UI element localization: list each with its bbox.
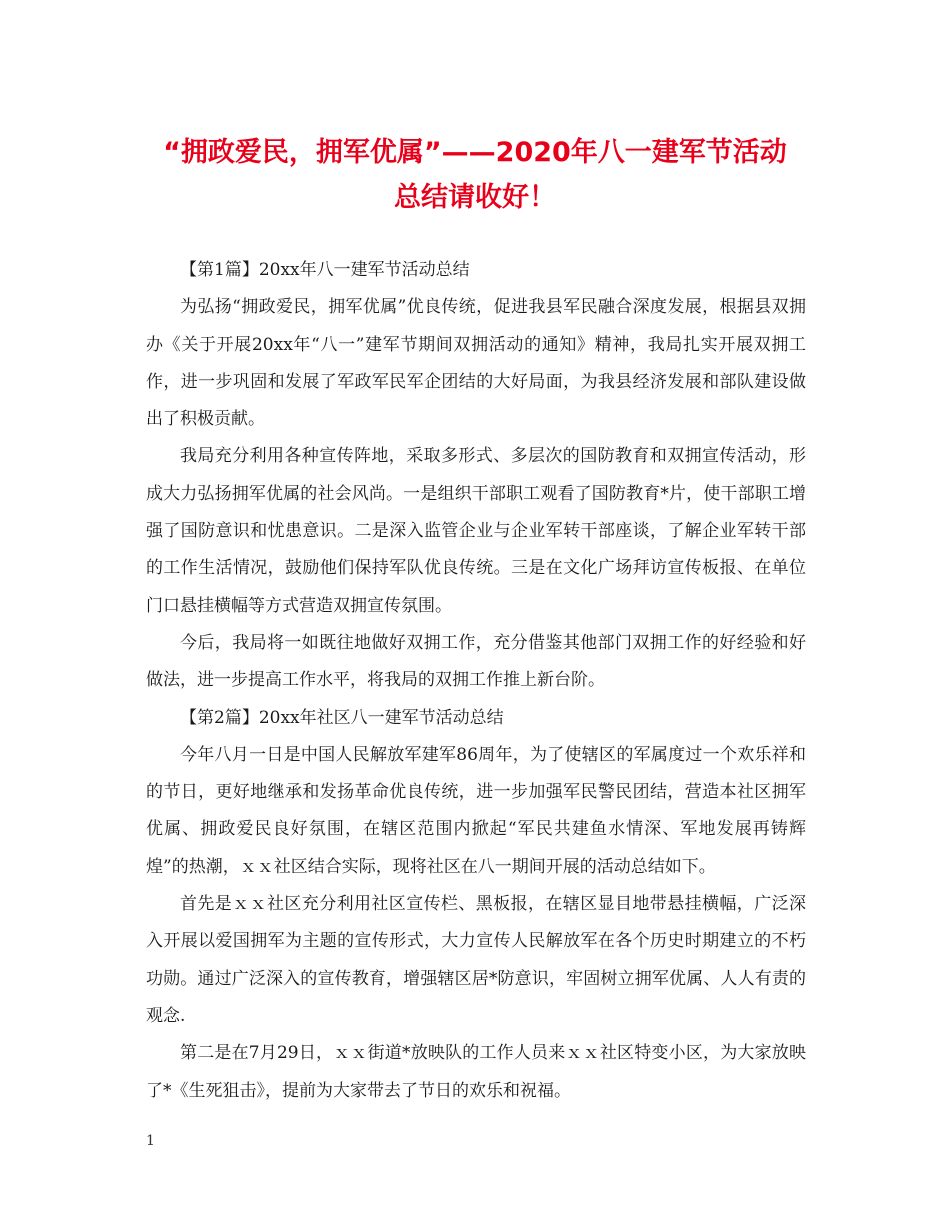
body-paragraph: 第二是在7月29日，ｘｘ街道*放映队的工作人员来ｘｘ社区特变小区，为大家放映了*《生死狙击》，提前为大家带去了节日的欢乐和祝福。 xyxy=(146,1043,806,1101)
page-number: 1 xyxy=(146,1133,155,1149)
body-paragraph: 为弘扬“拥政爱民，拥军优属”优良传统，促进我县军民融合深度发展，根据县双拥办《关于开展20xx年“八一”建军节期间双拥活动的通知》精神，我局扎实开展双拥工作，进一步巩固和发展了军政军民军企团结的大好局面，为我县经济发展和部队建设做出了积极贡献。 xyxy=(146,297,806,430)
document-title-line-2: 总结请收好！ xyxy=(394,182,556,213)
section-heading-1: 【第1篇】20xx年八一建军节活动总结 xyxy=(180,260,470,280)
document-title-line-1: “拥政爱民，拥军优属”——2020年八一建军节活动 xyxy=(163,137,787,168)
section-heading-2: 【第2篇】20xx年社区八一建军节活动总结 xyxy=(180,707,504,728)
body-paragraph: 今后，我局将一如既往地做好双拥工作，充分借鉴其他部门双拥工作的好经验和好做法，进一步提高工作水平，将我局的双拥工作推上新台阶。 xyxy=(146,632,806,691)
body-paragraph: 今年八月一日是中国人民解放军建军86周年，为了使辖区的军属度过一个欢乐祥和的节日，更好地继承和发扬革命优良传统，进一步加强军民警民团结，营造本社区拥军优属、拥政爱民良好氛围，在辖区范围内掀起“军民共建鱼水情深、军地发展再铸辉煌”的热潮，ｘｘ社区结合实际，现将社区在八一期间开展的活动总结如下。 xyxy=(146,744,806,877)
document-body xyxy=(146,252,806,1110)
body-paragraph: 首先是ｘｘ社区充分利用社区宣传栏、黑板报，在辖区显目地带悬挂横幅，广泛深入开展以爱国拥军为主题的宣传形式，大力宣传人民解放军在各个历史时期建立的不朽功勋。通过广泛深入的宣传教育，增强辖区居*防意识，牢固树立拥军优属、人人有责的观念. xyxy=(146,894,806,1026)
body-paragraph: 我局充分利用各种宣传阵地，采取多形式、多层次的国防教育和双拥宣传活动，形成大力弘扬拥军优属的社会风尚。一是组织干部职工观看了国防教育*片，使干部职工增强了国防意识和忧患意识。二是深入监管企业与企业军转干部座谈，了解企业军转干部的工作生活情况，鼓励他们保持军队优良传统。三是在文化广场拜访宣传板报、在单位门口悬挂横幅等方式营造双拥宣传氛围。 xyxy=(146,446,806,616)
